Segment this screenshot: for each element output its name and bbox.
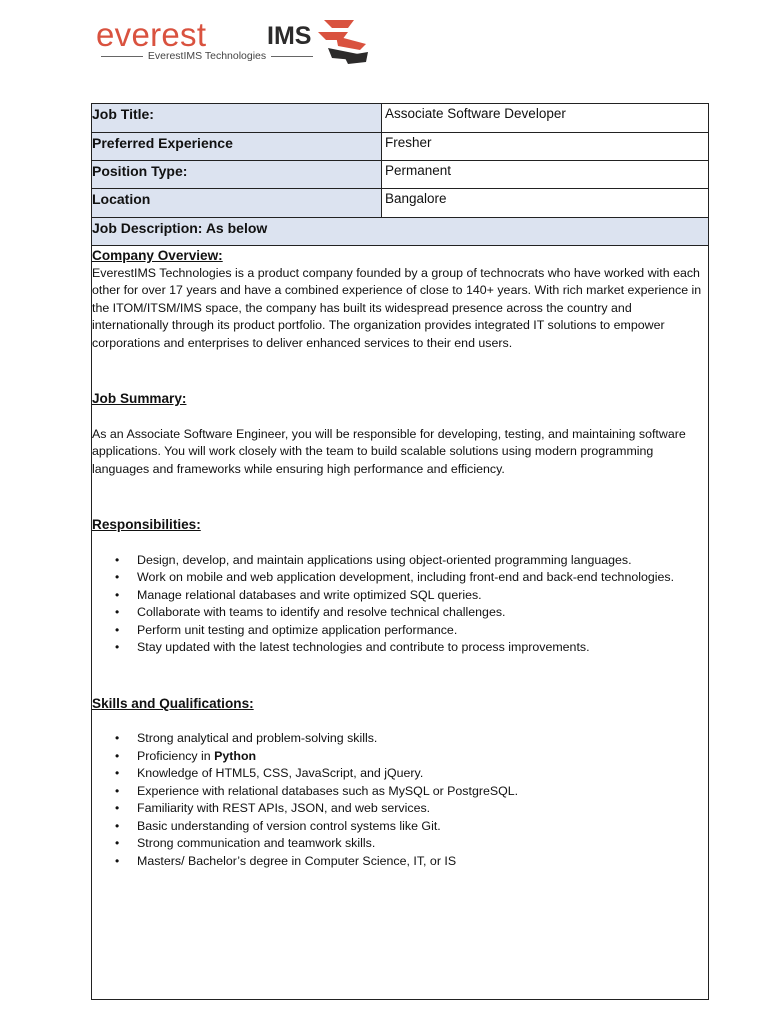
experience-label: Preferred Experience bbox=[92, 133, 382, 160]
list-item: • Familiarity with REST APIs, JSON, and web services. bbox=[137, 800, 702, 818]
logo-wordmark: everest bbox=[96, 16, 207, 53]
job-title-value: Associate Software Developer bbox=[385, 106, 566, 121]
location-label: Location bbox=[92, 189, 382, 217]
skills-list bbox=[92, 730, 702, 870]
list-item: • Work on mobile and web application development, including front-end and back-end technologies. bbox=[137, 569, 702, 587]
table-row bbox=[92, 189, 708, 218]
table-row bbox=[92, 161, 708, 189]
list-item: • Strong communication and teamwork skills. bbox=[137, 835, 702, 853]
list-item: • Collaborate with teams to identify and resolve technical challenges. bbox=[137, 604, 702, 622]
position-type-value: Permanent bbox=[385, 163, 452, 178]
job-document bbox=[91, 103, 709, 1000]
list-item: • Basic understanding of version control systems like Git. bbox=[137, 818, 702, 836]
responsibilities-heading: Responsibilities: bbox=[92, 517, 201, 532]
logo-tagline bbox=[96, 50, 318, 62]
table-row bbox=[92, 104, 708, 133]
position-type-label: Position Type: bbox=[92, 161, 382, 188]
list-item bbox=[137, 748, 702, 766]
list-item: • Perform unit testing and optimize application performance. bbox=[137, 622, 702, 640]
experience-value: Fresher bbox=[385, 135, 432, 150]
company-overview-text: EverestIMS Technologies is a product company founded by a group of technocrats who have worked with each other for over 17 years and have a combined experience of close to 140+ years. With rich market experience in the ITOM/ITSM/IMS space, the company has built its widespread presence across the country and internationally through its product portfolio. The organization provides integrated IT solutions to empower corporations and enterprises to deliver enhanced services to their end users. bbox=[92, 265, 702, 350]
job-summary-text: As an Associate Software Engineer, you will be responsible for developing, testing, and maintaining software applications. You will work closely with the team to build scalable solutions using modern programming languages and frameworks while ensuring high performance and efficiency. bbox=[92, 426, 686, 476]
table-row bbox=[92, 133, 708, 161]
logo-mark-icon bbox=[314, 16, 372, 66]
list-item: • Experience with relational databases such as MySQL or PostgreSQL. bbox=[137, 783, 702, 801]
list-item: • Strong analytical and problem-solving skills. bbox=[137, 730, 702, 748]
job-description-label: Job Description: As below bbox=[92, 218, 708, 246]
company-logo bbox=[96, 16, 376, 68]
list-item: • Stay updated with the latest technologies and contribute to process improvements. bbox=[137, 639, 702, 657]
list-item: • Design, develop, and maintain applications using object-oriented programming languages. bbox=[137, 552, 702, 570]
list-item: • Masters/ Bachelor’s degree in Computer Science, IT, or IS bbox=[137, 853, 702, 871]
responsibilities-list bbox=[92, 552, 702, 657]
location-value: Bangalore bbox=[385, 191, 447, 206]
company-overview-heading: Company Overview: bbox=[92, 248, 223, 263]
skills-heading: Skills and Qualifications: bbox=[92, 695, 254, 711]
job-title-label: Job Title: bbox=[92, 104, 382, 132]
job-summary-heading: Job Summary: bbox=[92, 391, 187, 406]
list-item: • Manage relational databases and write optimized SQL queries. bbox=[137, 587, 702, 605]
python-keyword: Python bbox=[214, 748, 257, 763]
logo-ims-text: IMS bbox=[267, 22, 312, 50]
job-content bbox=[92, 247, 702, 870]
list-item: • Knowledge of HTML5, CSS, JavaScript, and jQuery. bbox=[137, 765, 702, 783]
python-prefix: Proficiency in bbox=[137, 748, 215, 763]
logo-tagline-text: EverestIMS Technologies bbox=[147, 50, 267, 62]
